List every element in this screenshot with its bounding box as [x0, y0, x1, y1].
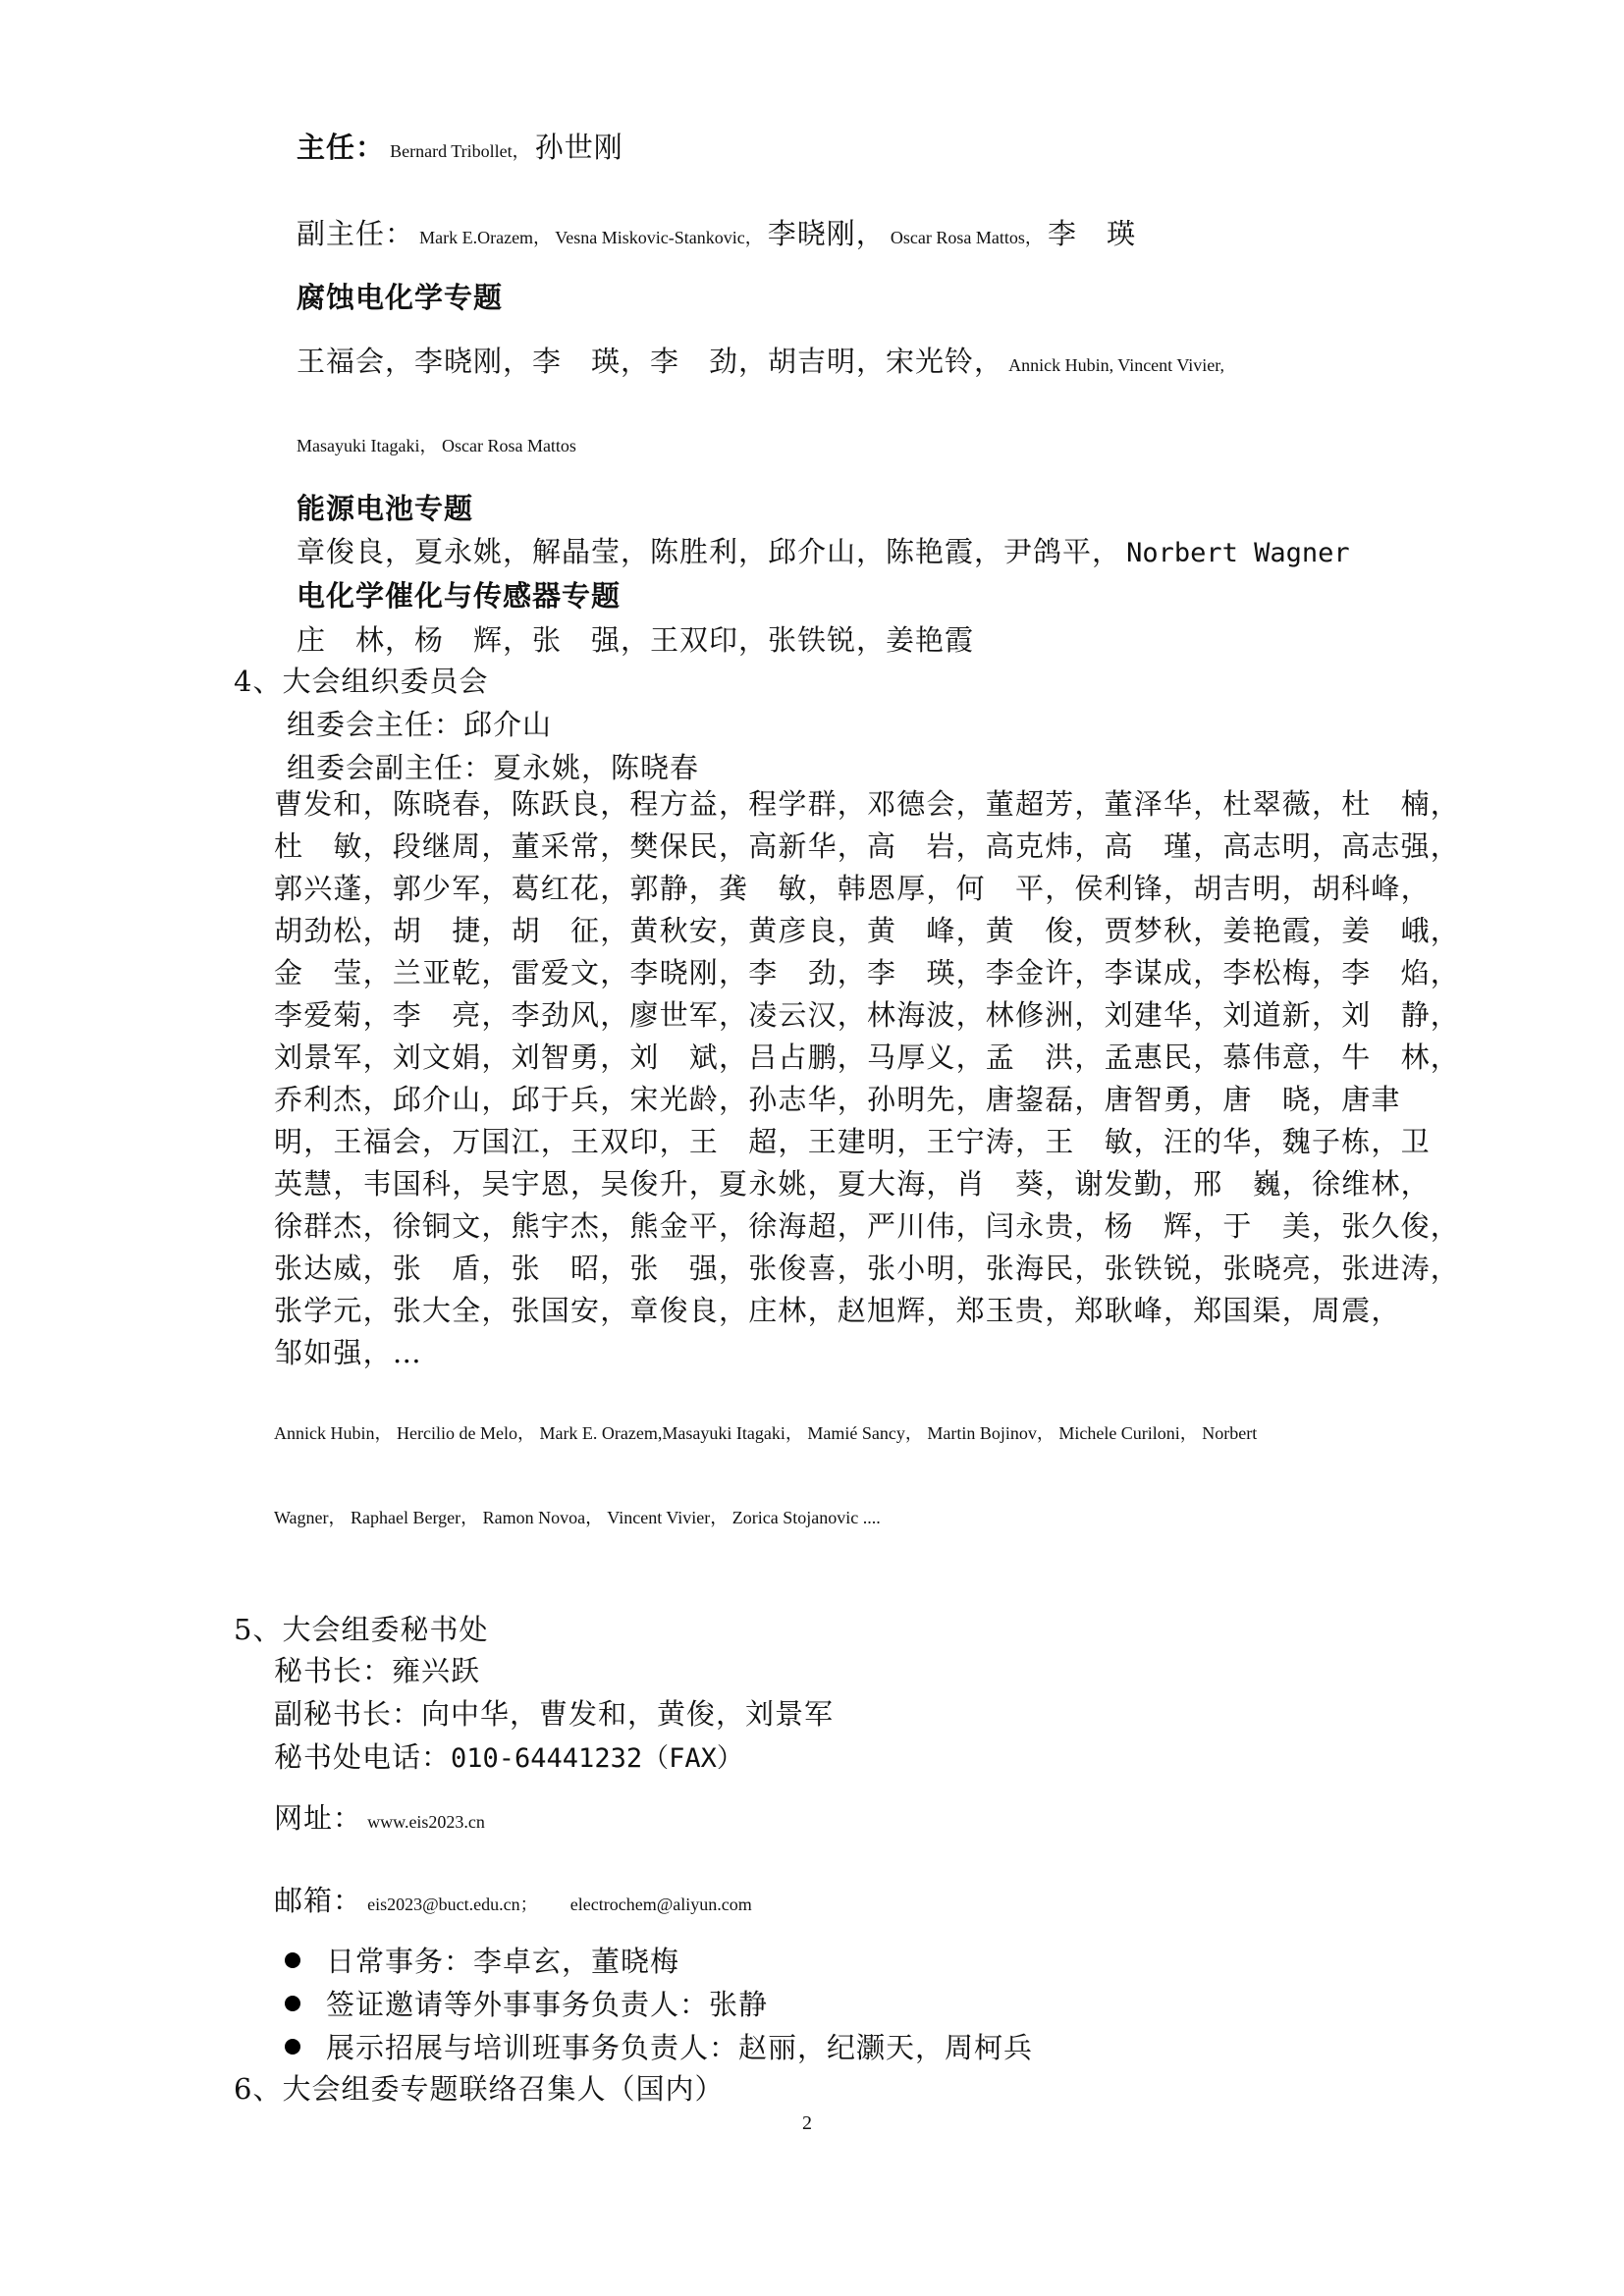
section6-heading: 6、大会组委专题联络召集人（国内） — [234, 2072, 725, 2106]
email-line — [274, 1879, 752, 1919]
bullet-item — [285, 1940, 679, 1980]
vice-chair-part4: 李 瑛 — [1047, 217, 1136, 250]
catalysis-members: 庄 林，杨 辉，张 强，王双印，张铁锐，姜艳霞 — [297, 623, 975, 657]
corrosion-members-line1 — [297, 340, 1224, 380]
page-number: 2 — [802, 2112, 812, 2134]
committee-members-line: 刘景军，刘文娟，刘智勇，刘 斌，吕占鹏，马厚义，孟 洪，孟惠民，慕伟意，牛 林， — [274, 1041, 1461, 1074]
vice-chair-label: 副主任： — [297, 217, 415, 250]
energy-members — [297, 530, 1350, 570]
bullet-text: 日常事务：李卓玄，董晓梅 — [326, 1945, 680, 1978]
committee-members-line: 金 莹，兰亚乾，雷爱文，李晓刚，李 劲，李 瑛，李金许，李谋成，李松梅，李 焰， — [274, 956, 1461, 989]
committee-members-line: 李爱菊，李 亮，李劲风，廖世军，凌云汉，林海波，林修洲，刘建华，刘道新，刘 静， — [274, 998, 1461, 1032]
committee-members-line: 英慧，韦国科，吴宇恩，吴俊升，夏永姚，夏大海，肖 葵，谢发勤，邢 巍，徐维林， — [274, 1167, 1431, 1201]
committee-members-line: 徐群杰，徐铜文，熊宇杰，熊金平，徐海超，严川伟，闫永贵，杨 辉，于 美，张久俊， — [274, 1209, 1461, 1243]
section4-heading: 4、大会组织委员会 — [234, 665, 489, 698]
committee-members-line: 曹发和，陈晓春，陈跃良，程方益，程学群，邓德会，董超芳，董泽华，杜翠薇，杜 楠， — [274, 787, 1461, 821]
bullet-dot-icon — [285, 2039, 300, 2055]
vice-chair-part3: Oscar Rosa Mattos， — [890, 228, 1043, 247]
catalysis-title: 电化学催化与传感器专题 — [297, 579, 622, 613]
vice-chair-part2: 李晓刚， — [767, 217, 886, 250]
section4-vice-director: 组委会副主任：夏永姚，陈晓春 — [287, 751, 700, 784]
secretary-general: 秘书长：雍兴跃 — [274, 1654, 481, 1687]
bullet-item — [285, 2026, 1033, 2066]
corrosion-title: 腐蚀电化学专题 — [297, 281, 504, 314]
bullet-text: 展示招展与培训班事务负责人：赵丽，纪灏天，周柯兵 — [326, 2031, 1034, 2064]
corrosion-members-latin: Annick Hubin, Vincent Vivier, — [1008, 355, 1225, 375]
website-value: www.eis2023.cn — [367, 1812, 485, 1832]
deputy-secretaries: 副秘书长：向中华，曹发和，黄俊，刘景军 — [274, 1697, 835, 1731]
vice-chair-line — [297, 212, 1136, 252]
bullet-item — [285, 1983, 768, 2023]
bullet-dot-icon — [285, 1996, 300, 2011]
committee-members-line: 邹如强，… — [274, 1336, 423, 1369]
email-value-2: electrochem@aliyun.com — [569, 1895, 752, 1914]
energy-members-latin: Norbert Wagner — [1126, 538, 1350, 568]
vice-chair-part1: Mark E.Orazem， Vesna Miskovic-Stankovic， — [419, 228, 763, 247]
website-label: 网址： — [274, 1801, 363, 1835]
energy-title: 能源电池专题 — [297, 492, 474, 525]
intl-members-line1: Annick Hubin， Hercilio de Melo， Mark E. Orazem,Masayuki Itagaki， Mamié Sancy， Martin Bojinov， Michele Curiloni， Norbert — [274, 1423, 1258, 1443]
corrosion-members-line2: Masayuki Itagaki， Oscar Rosa Mattos — [297, 436, 576, 455]
phone-value: 010-64441232（FAX） — [451, 1743, 743, 1774]
committee-members-line: 张达威，张 盾，张 昭，张 强，张俊喜，张小明，张海民，张铁锐，张晓亮，张进涛， — [274, 1252, 1461, 1285]
phone-label: 秘书处电话： — [274, 1740, 452, 1774]
chair-line — [297, 126, 623, 166]
email-label: 邮箱： — [274, 1884, 363, 1917]
email-value-1: eis2023@buct.edu.cn； — [367, 1895, 538, 1914]
intl-members-line2: Wagner， Raphael Berger， Ramon Novoa， Vincent Vivier， Zorica Stojanovic .... — [274, 1508, 881, 1527]
chair-label: 主任： — [297, 131, 386, 164]
bullet-dot-icon — [285, 1952, 300, 1968]
section5-heading: 5、大会组委秘书处 — [234, 1613, 489, 1646]
bullet-text: 签证邀请等外事事务负责人：张静 — [326, 1988, 769, 2021]
committee-members-line: 张学元，张大全，张国安，章俊良，庄林，赵旭辉，郑玉贵，郑耿峰，郑国渠，周震， — [274, 1294, 1401, 1327]
section4-director: 组委会主任：邱介山 — [287, 708, 553, 741]
committee-members-list — [274, 783, 1460, 1374]
website-line — [274, 1796, 485, 1837]
energy-members-cn: 章俊良，夏永姚，解晶莹，陈胜利，邱介山，陈艳霞，尹鸽平， — [297, 535, 1122, 568]
committee-members-line: 胡劲松，胡 捷，胡 征，黄秋安，黄彦良，黄 峰，黄 俊，贾梦秋，姜艳霞，姜 峨， — [274, 914, 1461, 947]
committee-members-line: 明，王福会，万国江，王双印，王 超，王建明，王宁涛，王 敏，汪的华，魏子栋，卫 — [274, 1125, 1431, 1158]
committee-members-line: 乔利杰，邱介山，邱于兵，宋光龄，孙志华，孙明先，唐鋆磊，唐智勇，唐 晓，唐聿 — [274, 1083, 1401, 1116]
chair-names-latin: Bernard Tribollet， — [390, 141, 530, 161]
committee-members-line: 郭兴蓬，郭少军，葛红花，郭静，龚 敏，韩恩厚，何 平，侯利锋，胡吉明，胡科峰， — [274, 872, 1431, 905]
chair-names-cn: 孙世刚 — [534, 131, 623, 164]
corrosion-members-cn: 王福会，李晓刚，李 瑛，李 劲，胡吉明，宋光铃， — [297, 345, 1004, 378]
committee-members-line: 杜 敏，段继周，董采常，樊保民，高新华，高 岩，高克炜，高 瑾，高志明，高志强， — [274, 829, 1461, 863]
phone-line — [274, 1735, 743, 1776]
